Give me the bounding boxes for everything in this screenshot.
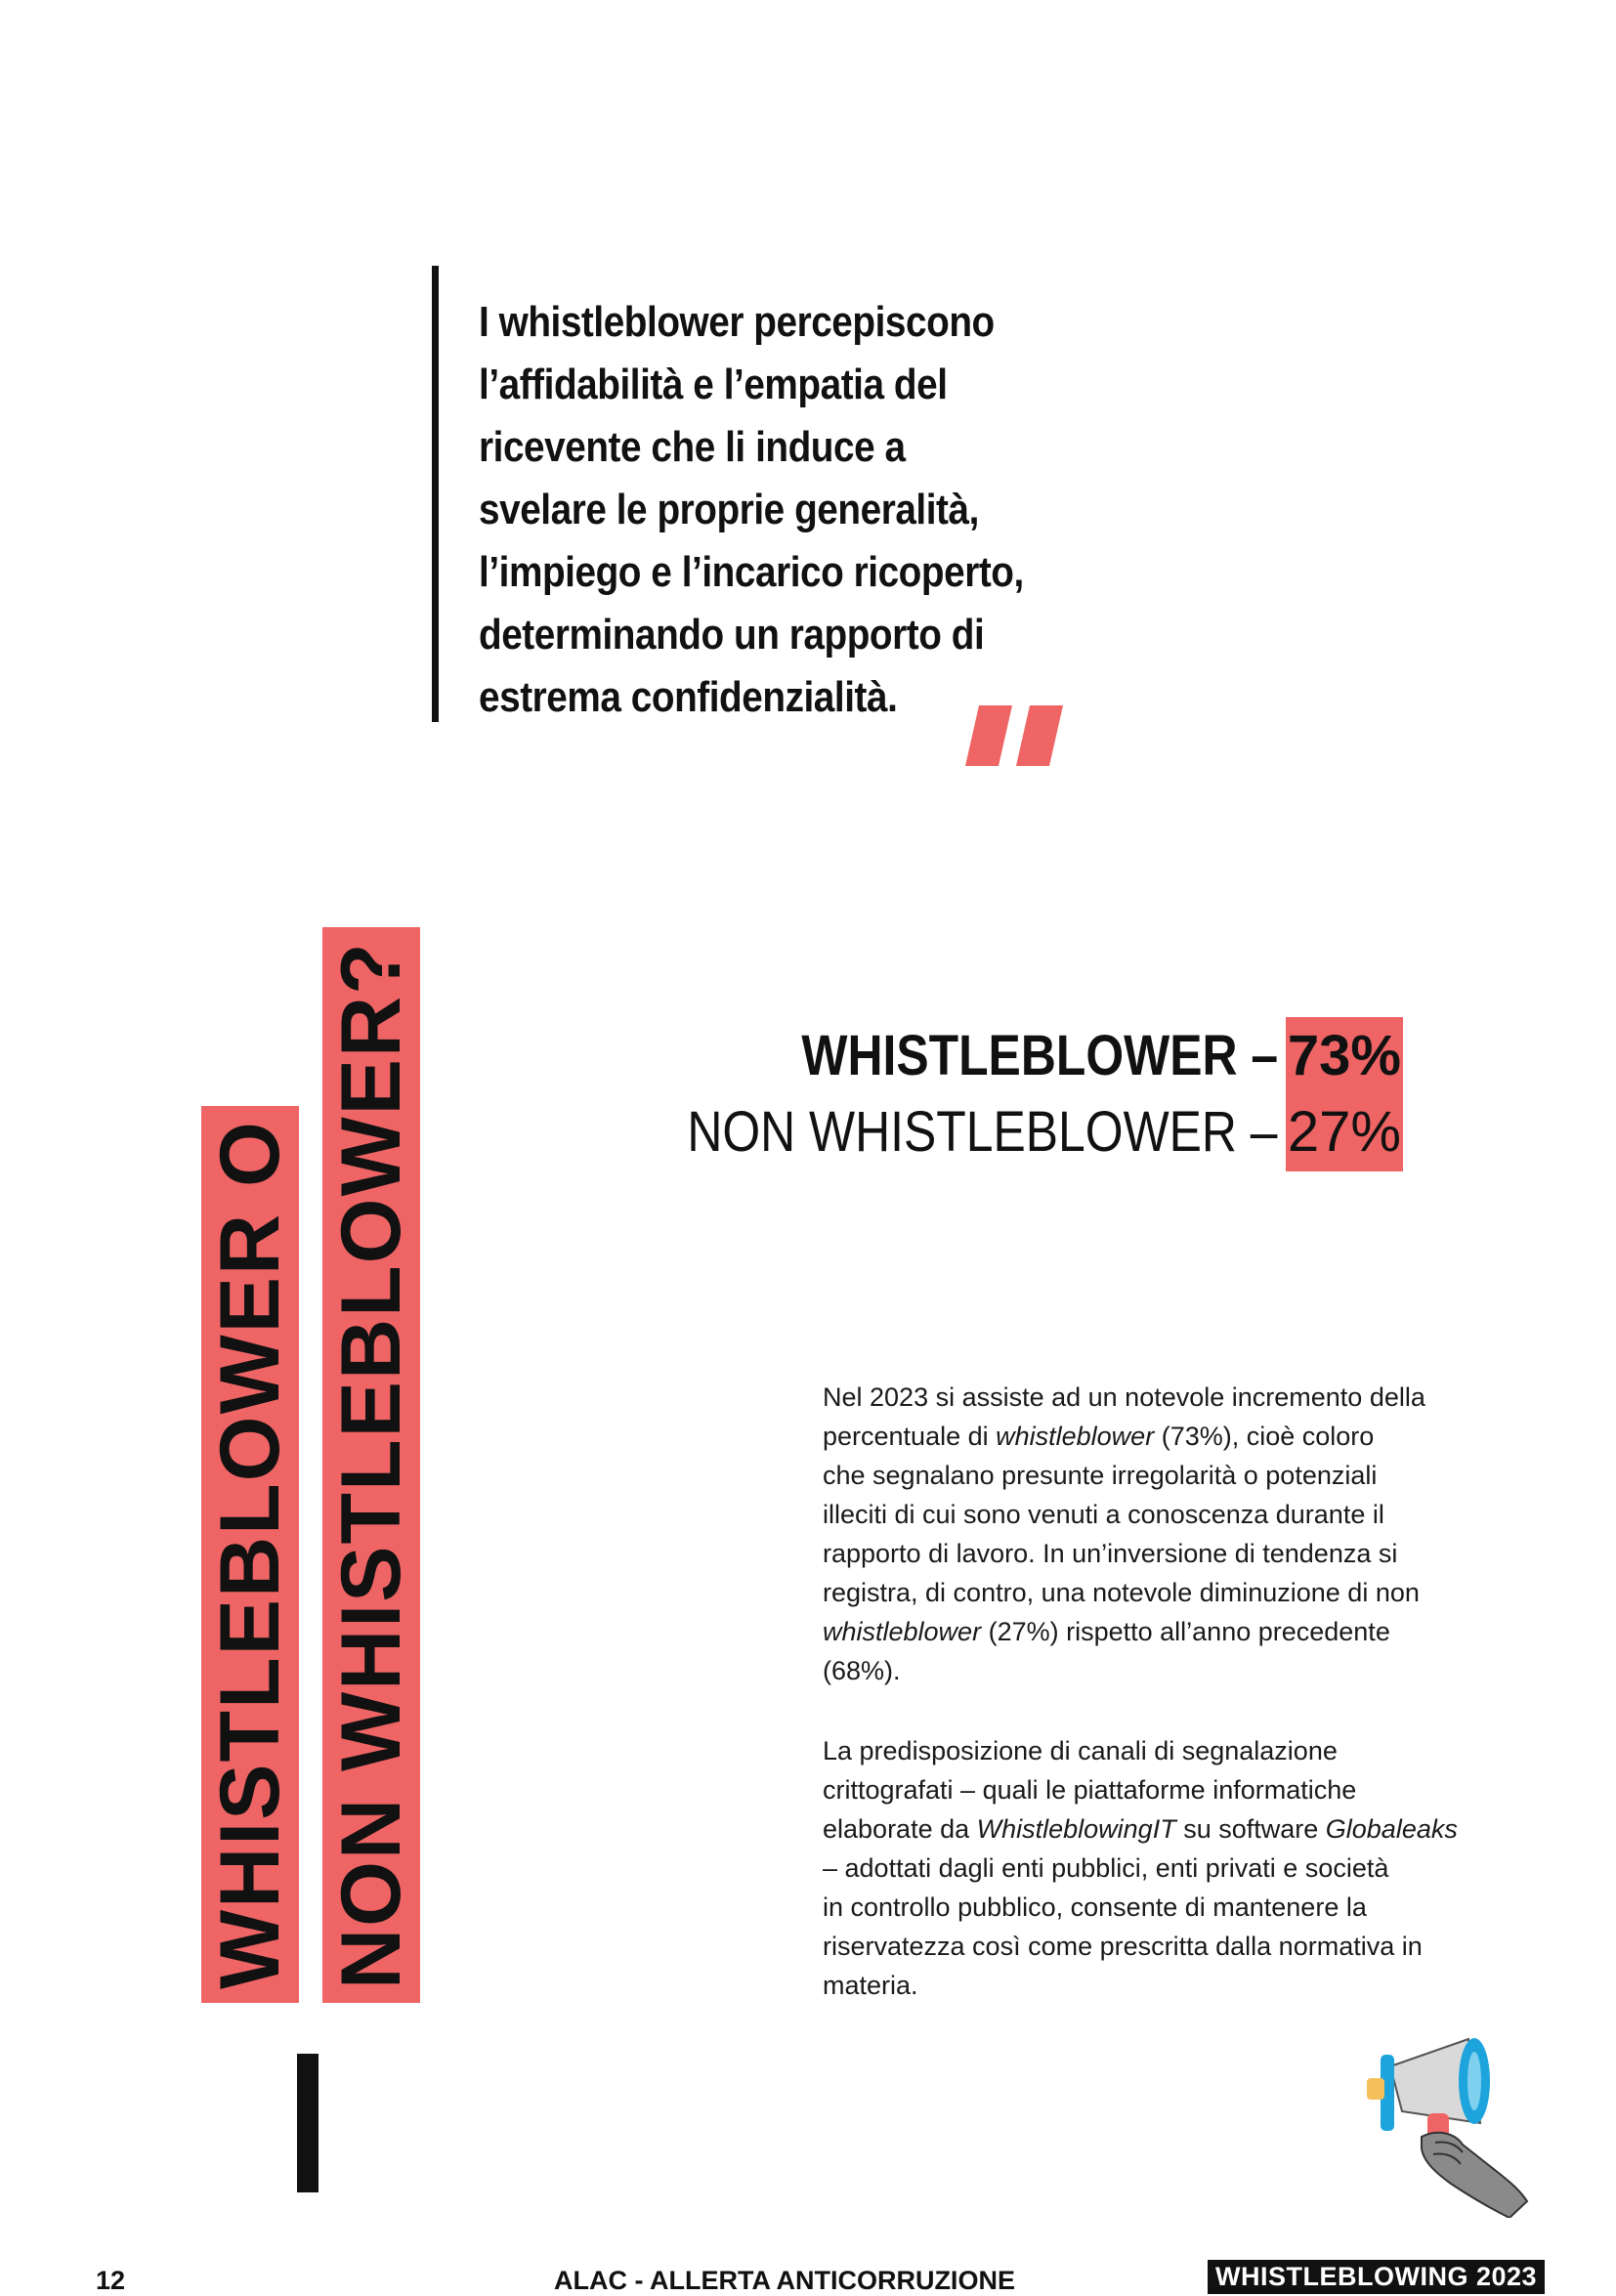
body-line: materia. bbox=[823, 1971, 918, 2000]
body-line: crittografati – quali le piattaforme informatiche bbox=[823, 1775, 1357, 1805]
body-line: in controllo pubblico, consente di mantenere la bbox=[823, 1892, 1367, 1922]
body-line: illeciti di cui sono venuti a conoscenza durante il bbox=[823, 1500, 1384, 1529]
footer-report-title: WHISTLEBLOWING 2023 bbox=[1208, 2260, 1545, 2294]
body-text bbox=[823, 1378, 1458, 2046]
quote-line: determinando un rapporto di bbox=[479, 611, 985, 659]
body-line: percentuale di whistleblower (73%), cioè coloro bbox=[823, 1422, 1375, 1451]
body-line: – adottati dagli enti pubblici, enti privati e società bbox=[823, 1853, 1389, 1883]
body-line: whistleblower (27%) rispetto all’anno precedente bbox=[823, 1617, 1390, 1646]
quote-line: estrema confidenzialità. bbox=[479, 673, 898, 721]
body-line: riservatezza così come prescritta dalla normativa in bbox=[823, 1932, 1423, 1961]
section-title-line-2: NON WHISTLEBLOWER? bbox=[322, 927, 420, 2003]
stat-non-whistleblower bbox=[591, 1093, 1403, 1171]
stat-label: WHISTLEBLOWER – bbox=[801, 1024, 1278, 1087]
closing-quote-icon bbox=[965, 705, 1075, 766]
body-line: rapporto di lavoro. In un’inversione di tendenza si bbox=[823, 1539, 1398, 1568]
pull-quote bbox=[479, 291, 1029, 729]
body-line: Nel 2023 si assiste ad un notevole incremento della bbox=[823, 1382, 1425, 1412]
section-title bbox=[201, 941, 426, 2008]
quote-line: ricevente che li induce a bbox=[479, 423, 906, 471]
paragraph-2 bbox=[823, 1731, 1458, 2005]
stat-value: 73% bbox=[1286, 1017, 1403, 1095]
body-line: (68%). bbox=[823, 1656, 901, 1685]
body-line: La predisposizione di canali di segnalazione bbox=[823, 1736, 1338, 1765]
body-line: che segnalano presunte irregolarità o potenziali bbox=[823, 1461, 1378, 1490]
page-number: 12 bbox=[96, 2266, 126, 2295]
quote-line: svelare le proprie generalità, bbox=[479, 486, 979, 533]
stat-whistleblower bbox=[724, 1017, 1403, 1095]
quote-rule bbox=[432, 266, 439, 722]
quote-line: l’affidabilità e l’empatia del bbox=[479, 361, 948, 408]
footer-publication: ALAC - ALLERTA ANTICORRUZIONE bbox=[554, 2266, 1015, 2295]
quote-line: I whistleblower percepiscono bbox=[479, 298, 995, 346]
stat-label: NON WHISTLEBLOWER – bbox=[687, 1100, 1278, 1164]
paragraph-1 bbox=[823, 1378, 1425, 1690]
body-line: elaborate da WhistleblowingIT su software Globaleaks bbox=[823, 1814, 1458, 1844]
body-line: registra, di contro, una notevole diminuzione di non bbox=[823, 1578, 1420, 1607]
title-rule bbox=[297, 2054, 319, 2192]
megaphone-icon bbox=[1353, 2027, 1534, 2218]
quote-line: l’impiego e l’incarico ricoperto, bbox=[479, 548, 1024, 596]
stat-value: 27% bbox=[1286, 1093, 1403, 1171]
section-title-line-1: WHISTLEBLOWER O bbox=[201, 1106, 299, 2003]
